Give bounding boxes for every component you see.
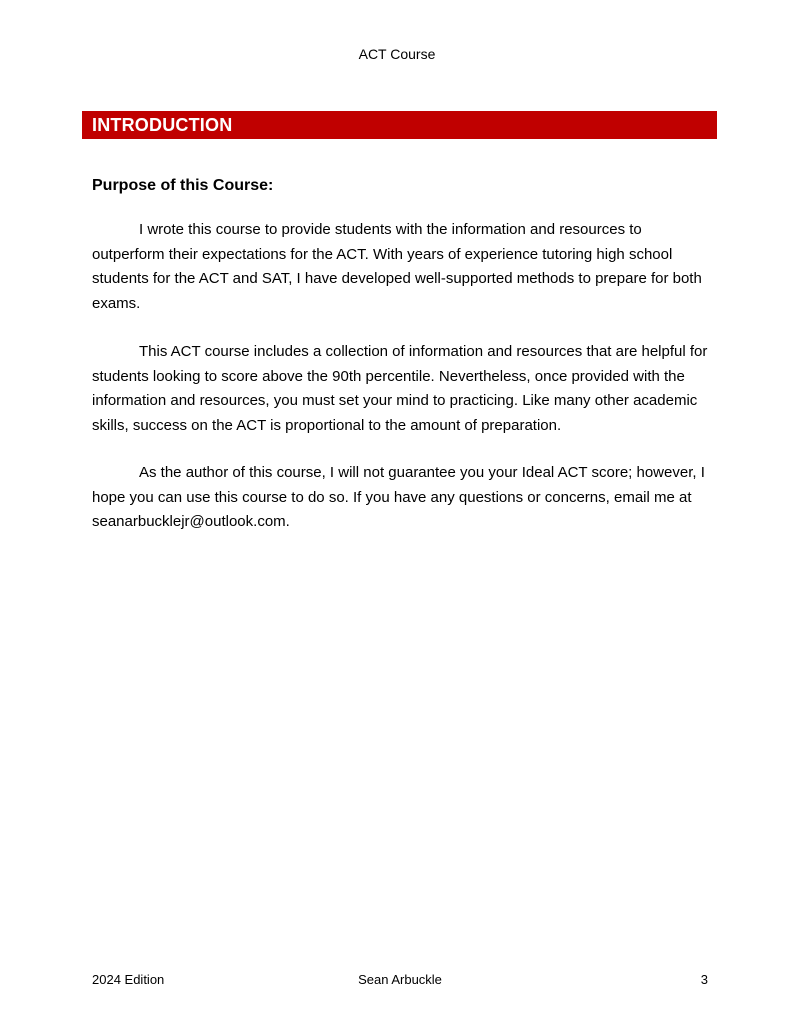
paragraph-author-note: As the author of this course, I will not guarantee you your Ideal ACT score; however, I hope you can use this course to do so. If you have any questions or concerns, email me at seanarbucklejr@outlook.com. bbox=[92, 464, 705, 530]
subheading: Purpose of this Course: bbox=[92, 177, 274, 194]
paragraph-course-contents: This ACT course includes a collection of information and resources that are helpful for students looking to score above the 90th percentile. Nevertheless, once provided with the information and resources, you must set your mind to practicing. Like many other academic skills, success on the ACT is proportional to the amount of preparation. bbox=[92, 343, 708, 434]
footer-author: Sean Arbuckle bbox=[358, 972, 442, 987]
section-heading-bar bbox=[82, 111, 717, 139]
paragraph-purpose: I wrote this course to provide students with the information and resources to outperform their expectations for the ACT. With years of experience tutoring high school students for the ACT and SAT, I have developed well-supported methods to prepare for both exams. bbox=[92, 221, 702, 312]
section-title: INTRODUCTION bbox=[92, 115, 233, 135]
page-header: ACT Course bbox=[358, 46, 436, 62]
page-footer bbox=[92, 970, 708, 990]
footer-edition: 2024 Edition bbox=[92, 972, 165, 987]
page-number: 3 bbox=[700, 972, 708, 987]
